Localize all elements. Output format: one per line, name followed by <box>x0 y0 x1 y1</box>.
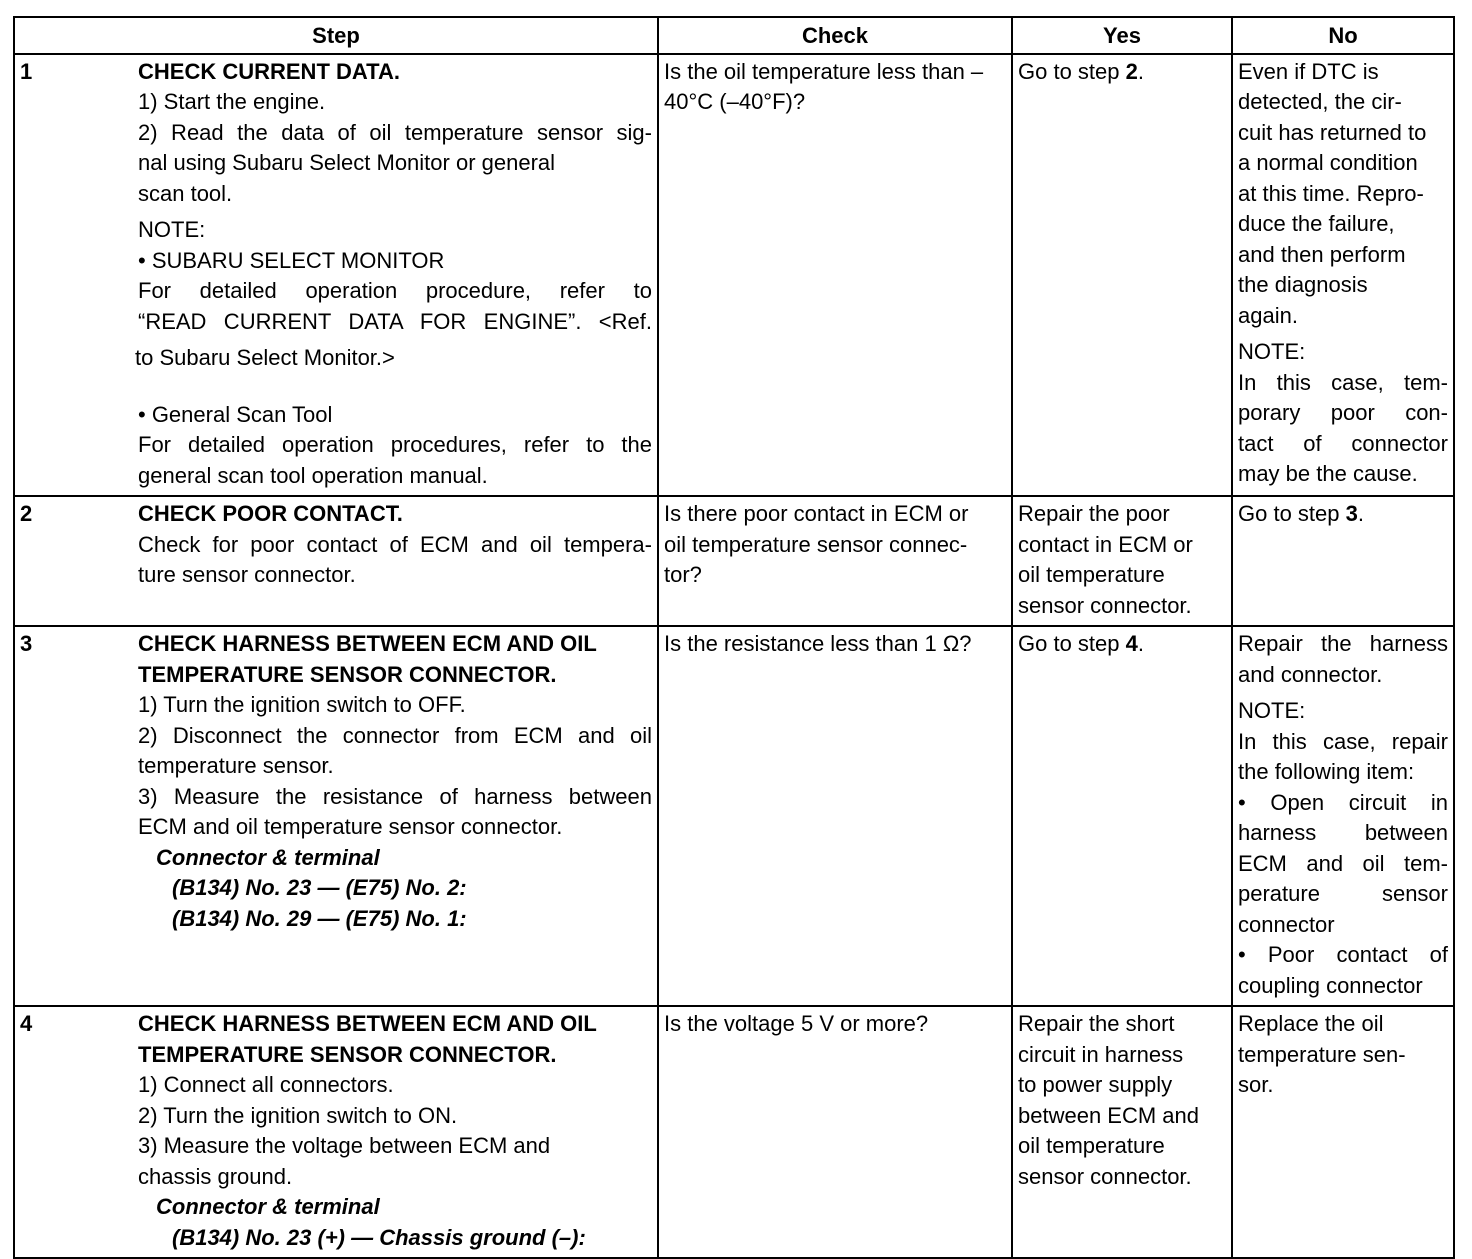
step-cell <box>14 496 658 626</box>
table-row <box>14 1006 1454 1258</box>
no-line: Even if DTC is <box>1238 58 1379 84</box>
no-line: ECM and oil tem- <box>1238 850 1448 876</box>
yes-cell <box>1012 1006 1232 1258</box>
step-line: 1) Connect all connectors. <box>138 1072 394 1097</box>
yes-step-ref: 2 <box>1125 58 1138 84</box>
step-line: 1) Start the engine. <box>138 89 326 114</box>
yes-suffix: . <box>1137 631 1144 656</box>
yes-line: to power supply <box>1018 1072 1173 1097</box>
no-line: Repair the harness <box>1238 631 1448 656</box>
no-line: cuit has returned to <box>1238 119 1427 145</box>
step-number: 1 <box>20 58 33 84</box>
step-line: Check for poor contact of ECM and oil tempera- <box>138 531 652 557</box>
step-title: CHECK POOR CONTACT. <box>138 501 403 526</box>
yes-line: circuit in harness <box>1018 1041 1184 1067</box>
no-line: sor. <box>1238 1072 1274 1097</box>
step-line: • General Scan Tool <box>138 401 333 427</box>
yes-line: oil temperature <box>1018 1133 1165 1158</box>
no-line: • Poor contact of <box>1238 942 1448 967</box>
yes-line: Repair the poor <box>1018 501 1170 526</box>
check-cell <box>658 1006 1012 1258</box>
no-cell <box>1232 54 1454 497</box>
note-label: NOTE: <box>1238 339 1306 364</box>
no-line: temperature sen- <box>1238 1041 1406 1067</box>
no-step-ref: 3 <box>1345 501 1358 526</box>
header-yes: Yes <box>1012 17 1232 54</box>
no-line: Replace the oil <box>1238 1011 1384 1036</box>
check-cell <box>658 54 1012 497</box>
no-line: may be the cause. <box>1238 461 1418 486</box>
step-line: ECM and oil temperature sensor connector. <box>138 814 563 839</box>
step-line: For detailed operation procedures, refer to the <box>138 432 652 457</box>
connector-terminal-value: (B134) No. 23 (+) — Chassis ground (–): <box>172 1224 586 1250</box>
header-no: No <box>1232 17 1454 54</box>
step-cell <box>14 626 658 1006</box>
step-title: CHECK HARNESS BETWEEN ECM AND OIL <box>138 1011 597 1036</box>
step-line: ture sensor connector. <box>138 562 356 587</box>
table-row <box>14 54 1454 497</box>
note-label: NOTE: <box>138 217 206 242</box>
connector-terminal-value: (B134) No. 23 — (E75) No. 2: <box>172 875 467 900</box>
check-line: oil temperature sensor connec- <box>664 531 968 557</box>
no-line: harness between <box>1238 820 1448 845</box>
yes-line: contact in ECM or <box>1018 531 1193 557</box>
step-number: 4 <box>20 1011 33 1036</box>
step-cell <box>14 1006 658 1258</box>
step-line: 3) Measure the resistance of harness between <box>138 783 652 809</box>
header-row <box>14 17 1454 54</box>
yes-cell <box>1012 54 1232 497</box>
no-line: at this time. Repro- <box>1238 180 1424 206</box>
yes-text: Go to step <box>1018 631 1126 656</box>
step-number: 3 <box>20 631 33 656</box>
diagnostic-table <box>13 16 1455 1259</box>
no-line: coupling connector <box>1238 972 1423 998</box>
check-cell <box>658 496 1012 626</box>
yes-cell <box>1012 496 1232 626</box>
no-line: again. <box>1238 302 1298 328</box>
step-line: scan tool. <box>138 180 233 206</box>
step-line: • SUBARU SELECT MONITOR <box>138 247 445 273</box>
step-number: 2 <box>20 501 33 526</box>
no-cell <box>1232 1006 1454 1258</box>
yes-text: Go to step <box>1018 58 1126 84</box>
step-line: to Subaru Select Monitor.> <box>135 345 395 370</box>
no-line: In this case, tem- <box>1238 369 1448 395</box>
step-line: 2) Disconnect the connector from ECM and oil <box>138 722 652 748</box>
check-cell <box>658 626 1012 1006</box>
no-line: and then perform <box>1238 241 1406 267</box>
step-line: general scan tool operation manual. <box>138 462 488 488</box>
step-title: CHECK HARNESS BETWEEN ECM AND OIL <box>138 631 597 656</box>
no-line: In this case, repair <box>1238 728 1448 754</box>
no-suffix: . <box>1357 501 1364 526</box>
no-cell <box>1232 626 1454 1006</box>
step-line: temperature sensor. <box>138 753 334 778</box>
check-question: Is the oil temperature less than –40°C (–40°F)? <box>664 58 984 114</box>
yes-step-ref: 4 <box>1125 631 1138 656</box>
no-line: a normal condition <box>1238 150 1418 175</box>
yes-line: sensor connector. <box>1018 1163 1192 1189</box>
connector-terminal-value: (B134) No. 29 — (E75) No. 1: <box>172 905 467 931</box>
no-line: perature sensor <box>1238 881 1448 906</box>
no-line: porary poor con- <box>1238 400 1448 425</box>
step-line: 1) Turn the ignition switch to OFF. <box>138 692 466 717</box>
yes-cell <box>1012 626 1232 1006</box>
yes-line: sensor connector. <box>1018 592 1192 618</box>
step-line: chassis ground. <box>138 1163 293 1189</box>
step-line: 2) Read the data of oil temperature sensor sig- <box>138 119 652 145</box>
step-title: TEMPERATURE SENSOR CONNECTOR. <box>138 1041 557 1067</box>
note-label: NOTE: <box>1238 698 1306 723</box>
table-row <box>14 496 1454 626</box>
no-line: the diagnosis <box>1238 272 1368 297</box>
yes-suffix: . <box>1137 58 1144 84</box>
header-check: Check <box>658 17 1012 54</box>
no-cell <box>1232 496 1454 626</box>
step-line: nal using Subaru Select Monitor or general <box>138 150 556 175</box>
table-row <box>14 626 1454 1006</box>
step-line: 3) Measure the voltage between ECM and <box>138 1133 551 1158</box>
connector-terminal-label: Connector & terminal <box>156 1194 380 1219</box>
step-line: 2) Turn the ignition switch to ON. <box>138 1102 458 1128</box>
no-line: • Open circuit in <box>1238 789 1448 815</box>
no-line: tact of connector <box>1238 430 1448 456</box>
step-title: CHECK CURRENT DATA. <box>138 58 400 84</box>
no-line: duce the failure, <box>1238 211 1395 236</box>
connector-terminal-label: Connector & terminal <box>156 844 380 870</box>
step-line: “READ CURRENT DATA FOR ENGINE”. <Ref. <box>138 308 652 334</box>
check-question: Is the voltage 5 V or more? <box>664 1011 929 1036</box>
check-line: tor? <box>664 562 702 587</box>
no-text: Go to step <box>1238 501 1346 526</box>
header-step: Step <box>14 17 658 54</box>
no-line: and connector. <box>1238 661 1383 687</box>
yes-line: oil temperature <box>1018 562 1165 587</box>
yes-line: Repair the short <box>1018 1011 1175 1036</box>
step-title: TEMPERATURE SENSOR CONNECTOR. <box>138 661 557 687</box>
check-line: Is there poor contact in ECM or <box>664 501 969 526</box>
step-line: For detailed operation procedure, refer to <box>138 278 652 303</box>
yes-line: between ECM and <box>1018 1102 1199 1128</box>
no-line: the following item: <box>1238 759 1415 784</box>
no-line: connector <box>1238 911 1335 937</box>
no-line: detected, the cir- <box>1238 89 1402 114</box>
step-cell <box>14 54 658 497</box>
check-question: Is the resistance less than 1 Ω? <box>664 631 972 656</box>
